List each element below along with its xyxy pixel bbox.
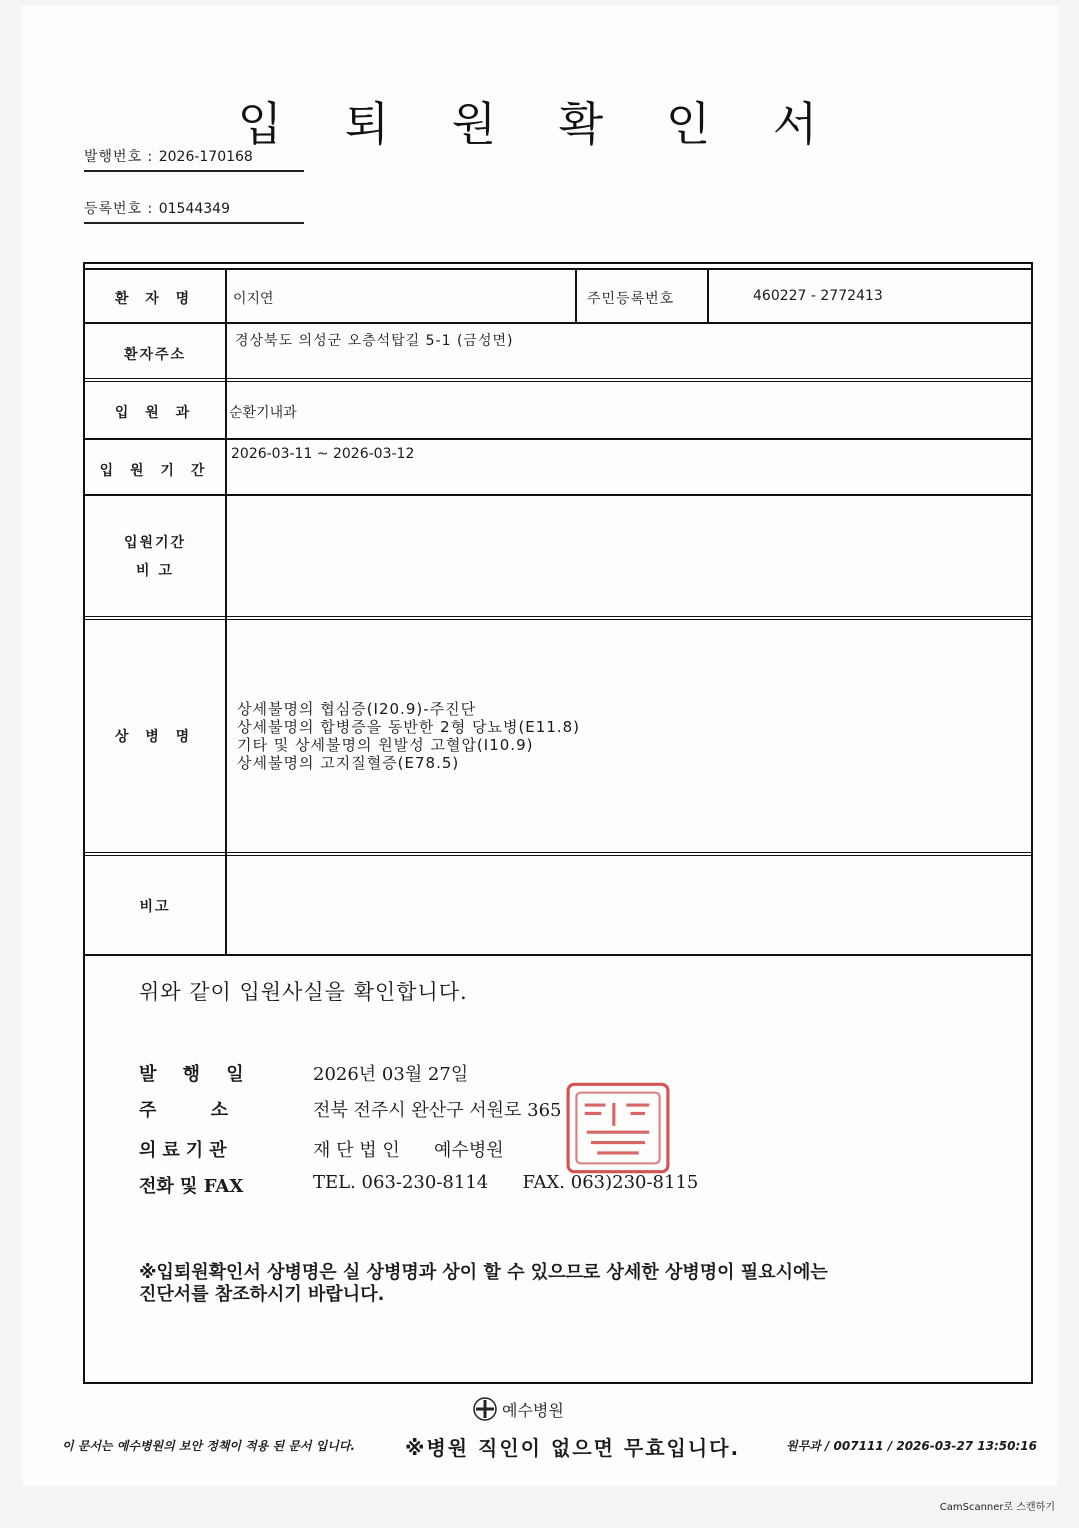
footer-issue-stamp: 원무과 / 007111 / 2026-03-27 13:50:16 xyxy=(786,1439,1037,1453)
institution-label: 의료기관 xyxy=(139,1140,233,1161)
phone-label: 전화 및 FAX xyxy=(139,1176,244,1197)
notice-line: ※입퇴원확인서 상병명은 실 상병명과 상이 할 수 있으므로 상세한 상병명이 필요시에는 xyxy=(139,1262,828,1283)
hospital-address-row xyxy=(85,1096,1031,1126)
issue-date-value: 2026년 03월 27일 xyxy=(313,1064,469,1085)
table-column-rule xyxy=(575,268,577,322)
issue-number xyxy=(84,146,304,172)
table-column-rule xyxy=(225,268,227,954)
period-value: 2026-03-11 ~ 2026-03-12 xyxy=(231,446,415,462)
patient-address: 경상북도 의성군 오층석탑길 5-1 (금성면) xyxy=(235,333,514,349)
phone-row xyxy=(85,1172,1031,1202)
cross-emblem-icon xyxy=(472,1396,498,1422)
department-value: 순환기내과 xyxy=(229,405,297,421)
patient-name-label: 환 자 명 xyxy=(114,291,196,307)
hospital-address-label: 주 소 xyxy=(139,1100,253,1121)
footer-validity-note: ※병원 직인이 없으면 무효입니다. xyxy=(405,1436,741,1460)
diagnosis-item: 기타 및 상세불명의 원발성 고혈압(I10.9) xyxy=(237,736,534,754)
diagnosis-list xyxy=(237,700,580,772)
table-rule xyxy=(85,954,1031,956)
registration-number-value: 01544349 xyxy=(158,201,230,217)
phone-value: TEL. 063-230-8114 FAX. 063)230-8115 xyxy=(313,1172,699,1193)
rrn-value: 460227 - 2772413 xyxy=(753,288,883,304)
department-label: 입 원 과 xyxy=(114,405,196,421)
patient-name: 이지연 xyxy=(233,291,274,307)
confirmation-statement: 위와 같이 입원사실을 확인합니다. xyxy=(139,980,468,1004)
institution-value: 재 단 법 인 예수병원 xyxy=(313,1140,504,1161)
diagnosis-label: 상 병 명 xyxy=(114,729,196,745)
hospital-seal-stamp xyxy=(566,1082,670,1174)
issue-date-label: 발 행 일 xyxy=(139,1064,254,1085)
institution-row xyxy=(85,1136,1031,1166)
period-note-label-1: 입원기간 xyxy=(123,535,187,551)
scanner-watermark: CamScanner로 스캔하기 xyxy=(939,1502,1055,1513)
period-note-label-2: 비 고 xyxy=(136,563,174,579)
issue-number-value: 2026-170168 xyxy=(158,149,253,165)
notice xyxy=(139,1262,979,1306)
registration-number xyxy=(84,198,304,224)
footer-security-note: 이 문서는 예수병원의 보안 정책이 적용 된 문서 입니다. xyxy=(62,1439,356,1453)
hospital-logo-text: 예수병원 xyxy=(502,1400,564,1420)
hospital-logo xyxy=(472,1396,564,1422)
diagnosis-item: 상세불명의 합병증을 동반한 2형 당뇨병(E11.8) xyxy=(237,718,581,736)
record-table xyxy=(83,262,1033,1384)
diagnosis-item: 상세불명의 협심증(I20.9)-주진단 xyxy=(237,700,477,718)
issue-date-row xyxy=(85,1060,1031,1090)
notice-line: 진단서를 참조하시기 바랍니다. xyxy=(139,1284,385,1305)
address-label: 환자주소 xyxy=(123,347,187,363)
hospital-address-value: 전북 전주시 완산구 서원로 365 xyxy=(313,1100,562,1121)
table-column-rule xyxy=(707,268,709,322)
period-label: 입 원 기 간 xyxy=(99,463,211,479)
document-title: 입 퇴 원 확 인 서 xyxy=(237,97,842,151)
registration-number-label: 등록번호 : xyxy=(84,201,159,217)
rrn-label: 주민등록번호 xyxy=(587,291,675,307)
diagnosis-item: 상세불명의 고지질혈증(E78.5) xyxy=(237,754,460,772)
remarks-label: 비고 xyxy=(139,899,171,915)
issue-number-label: 발행번호 : xyxy=(84,149,159,165)
